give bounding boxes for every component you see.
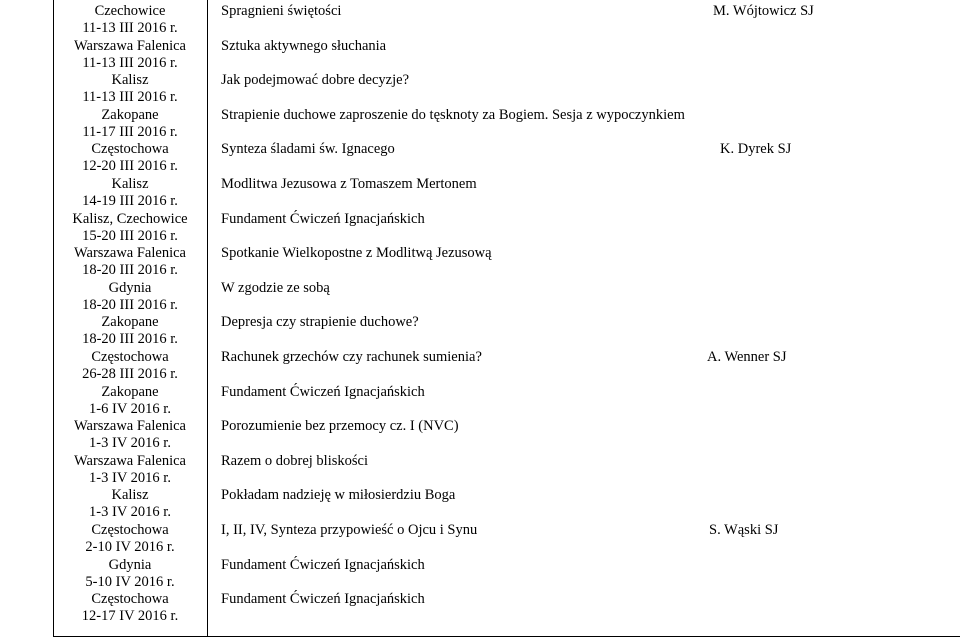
retreat-title: Fundament Ćwiczeń Ignacjańskich xyxy=(221,591,425,607)
place-cell xyxy=(60,72,200,106)
retreat-title: Strapienie duchowe zaproszenie do tęsknoty za Bogiem. Sesja z wypoczynkiem xyxy=(221,107,685,123)
retreat-title: Fundament Ćwiczeń Ignacjańskich xyxy=(221,384,425,400)
place-date: 12-17 IV 2016 r. xyxy=(81,608,179,624)
retreat-title: Fundament Ćwiczeń Ignacjańskich xyxy=(221,211,425,227)
place-date: 26-28 III 2016 r. xyxy=(82,366,178,382)
retreat-title: Sztuka aktywnego słuchania xyxy=(221,38,387,54)
place-cell xyxy=(60,107,200,141)
retreat-title: Depresja czy strapienie duchowe? xyxy=(221,314,419,330)
place-date: 1-3 IV 2016 r. xyxy=(89,435,171,451)
place-name: Zakopane xyxy=(101,314,159,330)
place-cell xyxy=(60,211,200,245)
place-cell xyxy=(60,38,200,72)
retreat-title: Razem o dobrej bliskości xyxy=(221,453,368,469)
retreat-title: Spotkanie Wielkopostne z Modlitwą Jezusową xyxy=(221,245,492,261)
place-cell xyxy=(60,591,200,625)
place-cell xyxy=(60,522,200,556)
place-name: Czechowice xyxy=(94,3,166,19)
retreat-leader: S. Wąski SJ xyxy=(709,522,779,538)
place-date: 11-13 III 2016 r. xyxy=(82,55,178,71)
place-name: Kalisz, Czechowice xyxy=(72,211,188,227)
place-cell xyxy=(60,141,200,175)
place-name: Kalisz xyxy=(111,176,149,192)
place-name: Zakopane xyxy=(101,384,159,400)
place-name: Częstochowa xyxy=(91,522,169,538)
place-name: Częstochowa xyxy=(91,591,169,607)
place-name: Kalisz xyxy=(111,487,149,503)
place-name: Częstochowa xyxy=(91,349,169,365)
place-date: 18-20 III 2016 r. xyxy=(82,262,178,278)
place-date: 12-20 III 2016 r. xyxy=(82,158,178,174)
retreat-title: Fundament Ćwiczeń Ignacjańskich xyxy=(221,557,425,573)
place-name: Gdynia xyxy=(108,557,152,573)
place-name: Warszawa Falenica xyxy=(74,245,186,261)
place-date: 11-13 III 2016 r. xyxy=(82,89,178,105)
place-date: 14-19 III 2016 r. xyxy=(82,193,178,209)
place-name: Warszawa Falenica xyxy=(74,453,186,469)
retreat-title: Porozumienie bez przemocy cz. I (NVC) xyxy=(221,418,459,434)
place-cell xyxy=(60,245,200,279)
retreat-title: Rachunek grzechów czy rachunek sumienia? xyxy=(221,349,482,365)
retreat-title: Synteza śladami św. Ignacego xyxy=(221,141,395,157)
retreat-title: W zgodzie ze sobą xyxy=(221,280,330,296)
retreat-title: Modlitwa Jezusowa z Tomaszem Mertonem xyxy=(221,176,477,192)
place-cell xyxy=(60,176,200,210)
place-cell xyxy=(60,314,200,348)
place-date: 11-17 III 2016 r. xyxy=(82,124,178,140)
place-name: Gdynia xyxy=(108,280,152,296)
retreat-title: Spragnieni świętości xyxy=(221,3,342,19)
bottom-border xyxy=(53,636,960,637)
place-cell xyxy=(60,384,200,418)
place-name: Zakopane xyxy=(101,107,159,123)
left-border xyxy=(53,0,54,637)
place-date: 18-20 III 2016 r. xyxy=(82,331,178,347)
retreat-title: Jak podejmować dobre decyzje? xyxy=(221,72,410,88)
place-date: 11-13 III 2016 r. xyxy=(82,20,178,36)
retreat-leader: K. Dyrek SJ xyxy=(720,141,792,157)
place-date: 1-3 IV 2016 r. xyxy=(89,504,171,520)
place-cell xyxy=(60,280,200,314)
place-cell xyxy=(60,487,200,521)
retreat-title: I, II, IV, Synteza przypowieść o Ojcu i Synu xyxy=(221,522,478,538)
place-cell xyxy=(60,3,200,37)
retreat-leader: M. Wójtowicz SJ xyxy=(713,3,814,19)
place-name: Kalisz xyxy=(111,72,149,88)
place-date: 2-10 IV 2016 r. xyxy=(85,539,175,555)
place-date: 5-10 IV 2016 r. xyxy=(85,574,175,590)
place-cell xyxy=(60,557,200,591)
column-divider xyxy=(207,0,208,637)
place-name: Częstochowa xyxy=(91,141,169,157)
place-date: 15-20 III 2016 r. xyxy=(82,228,178,244)
place-name: Warszawa Falenica xyxy=(74,38,186,54)
place-name: Warszawa Falenica xyxy=(74,418,186,434)
place-date: 1-6 IV 2016 r. xyxy=(89,401,171,417)
place-date: 18-20 III 2016 r. xyxy=(82,297,178,313)
place-date: 1-3 IV 2016 r. xyxy=(89,470,171,486)
retreat-title: Pokładam nadzieję w miłosierdziu Boga xyxy=(221,487,456,503)
place-cell xyxy=(60,453,200,487)
place-cell xyxy=(60,349,200,383)
retreat-leader: A. Wenner SJ xyxy=(707,349,787,365)
place-cell xyxy=(60,418,200,452)
